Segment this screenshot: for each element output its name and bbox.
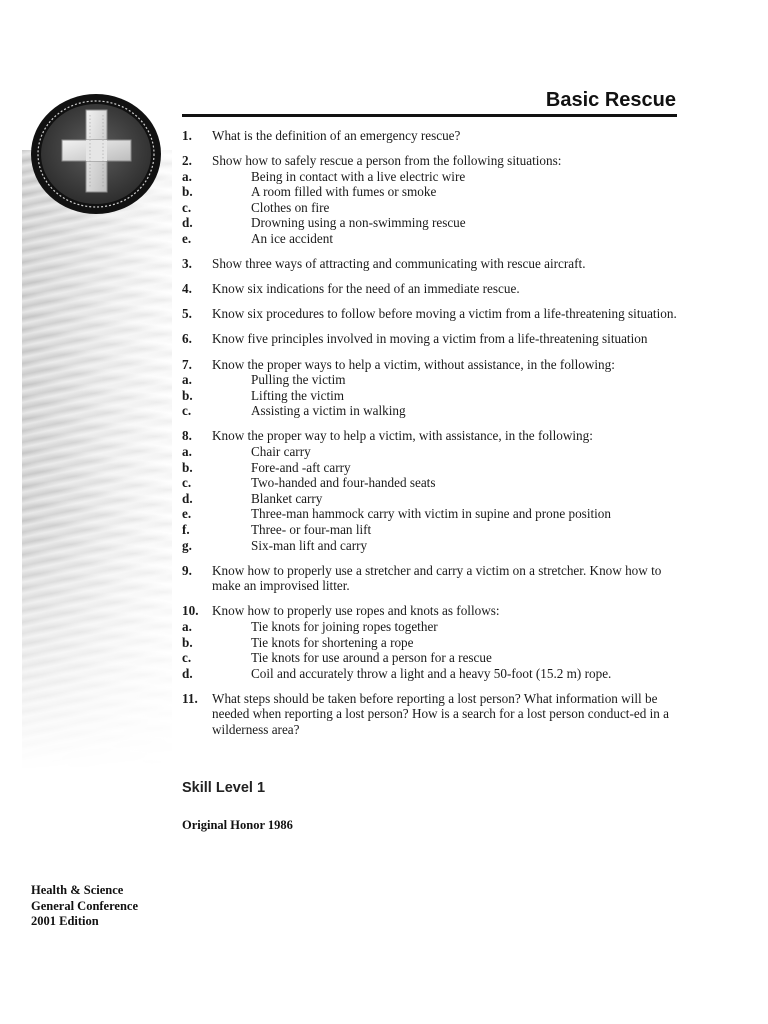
sub-requirement-item: [182, 522, 682, 538]
requirement-text: Know six procedures to follow before moving a victim from a life-threatening situation.: [212, 306, 677, 322]
requirement-body: [182, 428, 682, 553]
requirement-body: [212, 563, 682, 594]
footer-line: 2001 Edition: [31, 914, 99, 929]
sub-requirement-item: [182, 200, 682, 216]
sub-requirement-text: Six-man lift and carry: [251, 537, 368, 553]
requirement-body: [182, 356, 682, 419]
requirement-text: What is the definition of an emergency rescue?: [212, 128, 461, 143]
sub-requirement-item: [182, 444, 682, 460]
sub-requirement-item: [182, 491, 682, 507]
requirement-body: [182, 153, 682, 247]
requirement-number: 4.: [182, 281, 192, 297]
sub-requirement-text: Blanket carry: [251, 490, 323, 506]
sub-requirement-letter: b.: [182, 387, 193, 403]
sub-requirement-item: [182, 538, 682, 554]
requirement-body: [212, 281, 682, 297]
requirement-body: [212, 331, 682, 347]
requirement-body: [212, 691, 682, 738]
requirement-item: [182, 153, 682, 247]
title-rule: [182, 114, 677, 117]
requirement-text: Know how to properly use a stretcher and carry a victim on a stretcher. Know how to make an improvised litter.: [212, 562, 662, 594]
sub-requirement-text: Pulling the victim: [251, 372, 346, 388]
sub-requirement-item: [182, 231, 682, 247]
requirement-text: Know how to properly use ropes and knots as follows:: [212, 603, 500, 619]
sub-requirement-text: Two-handed and four-handed seats: [251, 475, 436, 491]
footer-credits: [31, 883, 138, 930]
requirement-item: [182, 256, 682, 272]
sub-requirement-text: Coil and accurately throw a light and a heavy 50-foot (15.2 m) rope.: [251, 665, 612, 681]
page-title: Basic Rescue: [545, 89, 676, 111]
sub-requirement-text: Lifting the victim: [251, 387, 345, 403]
requirement-number: 7.: [182, 356, 192, 372]
sub-requirement-letter: a.: [182, 168, 192, 184]
sub-requirement-letter: a.: [182, 444, 192, 459]
sub-requirement-letter: a.: [182, 618, 192, 634]
sub-requirement-item: [182, 666, 682, 682]
requirement-text: Show how to safely rescue a person from the following situations:: [212, 153, 562, 169]
original-honor: Original Honor 1986: [182, 818, 293, 832]
sub-requirement-item: [182, 169, 682, 185]
sub-requirement-item: [182, 475, 682, 491]
requirement-item: [182, 357, 682, 419]
requirement-body: [212, 306, 682, 322]
sub-requirement-letter: c.: [182, 199, 192, 215]
footer-line: Health & Science: [31, 883, 124, 897]
sub-requirement-letter: c.: [182, 403, 192, 419]
sub-requirement-text: Drowning using a non-swimming rescue: [251, 215, 466, 231]
requirement-number: 3.: [182, 256, 192, 272]
requirement-number: 11.: [182, 690, 198, 706]
decorative-texture-strip: [22, 150, 172, 770]
requirement-number: 1.: [182, 128, 192, 143]
sub-requirement-text: Tie knots for shortening a rope: [251, 634, 414, 650]
sub-requirement-letter: g.: [182, 537, 192, 553]
sub-requirement-text: Tie knots for use around a person for a rescue: [251, 650, 492, 666]
sub-requirement-item: [182, 635, 682, 651]
requirement-text: Know the proper ways to help a victim, without assistance, in the following:: [212, 356, 615, 372]
badge-emblem: [30, 93, 162, 215]
requirement-item: [182, 306, 682, 322]
sub-requirement-letter: b.: [182, 184, 193, 200]
requirement-text: What steps should be taken before reporting a lost person? What information will be needed when reporting a lost person? How is a search for a lost person conduct-ed in a wilderness area?: [212, 690, 670, 737]
requirement-body: [212, 256, 682, 272]
requirement-item: [182, 563, 682, 594]
sub-requirement-letter: b.: [182, 634, 193, 650]
sub-requirement-letter: e.: [182, 231, 192, 247]
sub-requirement-text: Clothes on fire: [251, 199, 330, 215]
sub-requirement-letter: f.: [182, 521, 190, 537]
requirements-list: [182, 128, 682, 747]
requirement-number: 2.: [182, 153, 192, 169]
requirement-body: [212, 128, 682, 144]
sub-requirement-text: Three-man hammock carry with victim in supine and prone position: [251, 506, 611, 522]
requirement-number: 5.: [182, 306, 192, 322]
sub-requirement-item: [182, 460, 682, 476]
sub-requirement-text: Tie knots for joining ropes together: [251, 618, 438, 634]
requirement-item: [182, 428, 682, 553]
sub-requirement-item: [182, 403, 682, 419]
sub-requirement-text: Being in contact with a live electric wire: [251, 168, 466, 184]
sub-requirement-letter: a.: [182, 372, 192, 388]
requirement-number: 8.: [182, 428, 192, 444]
sub-requirement-letter: d.: [182, 215, 193, 231]
requirement-item: [182, 281, 682, 297]
sub-requirement-item: [182, 215, 682, 231]
sub-requirement-letter: d.: [182, 665, 193, 681]
sub-requirement-text: Fore-and -aft carry: [251, 459, 351, 475]
requirement-text: Know six indications for the need of an immediate rescue.: [212, 281, 520, 297]
footer-line: General Conference: [31, 898, 139, 913]
sub-requirement-letter: e.: [182, 506, 192, 522]
requirement-item: [182, 691, 682, 738]
sub-requirement-item: [182, 372, 682, 388]
sub-requirement-text: Chair carry: [251, 444, 311, 459]
sub-requirement-letter: c.: [182, 475, 192, 491]
requirement-number: 10.: [182, 603, 199, 619]
sub-requirement-letter: d.: [182, 490, 193, 506]
requirement-text: Know the proper way to help a victim, with assistance, in the following:: [212, 428, 593, 444]
sub-requirement-text: An ice accident: [251, 231, 334, 247]
requirement-item: [182, 603, 682, 681]
requirement-number: 9.: [182, 562, 192, 578]
sub-requirement-item: [182, 506, 682, 522]
sub-requirement-text: Assisting a victim in walking: [251, 403, 406, 419]
requirement-item: [182, 128, 682, 144]
requirement-text: Know five principles involved in moving a victim from a life-threatening situation: [212, 331, 648, 347]
sub-requirement-text: A room filled with fumes or smoke: [251, 184, 437, 200]
sub-requirement-item: [182, 619, 682, 635]
sub-requirement-item: [182, 650, 682, 666]
skill-level: Skill Level 1: [182, 780, 266, 796]
sub-requirement-text: Three- or four-man lift: [251, 521, 372, 537]
sub-requirement-letter: c.: [182, 650, 192, 666]
sub-requirement-item: [182, 184, 682, 200]
sub-requirement-letter: b.: [182, 459, 193, 475]
requirement-number: 6.: [182, 331, 192, 347]
requirement-item: [182, 331, 682, 347]
requirement-text: Show three ways of attracting and communicating with rescue aircraft.: [212, 256, 586, 272]
sub-requirement-item: [182, 388, 682, 404]
